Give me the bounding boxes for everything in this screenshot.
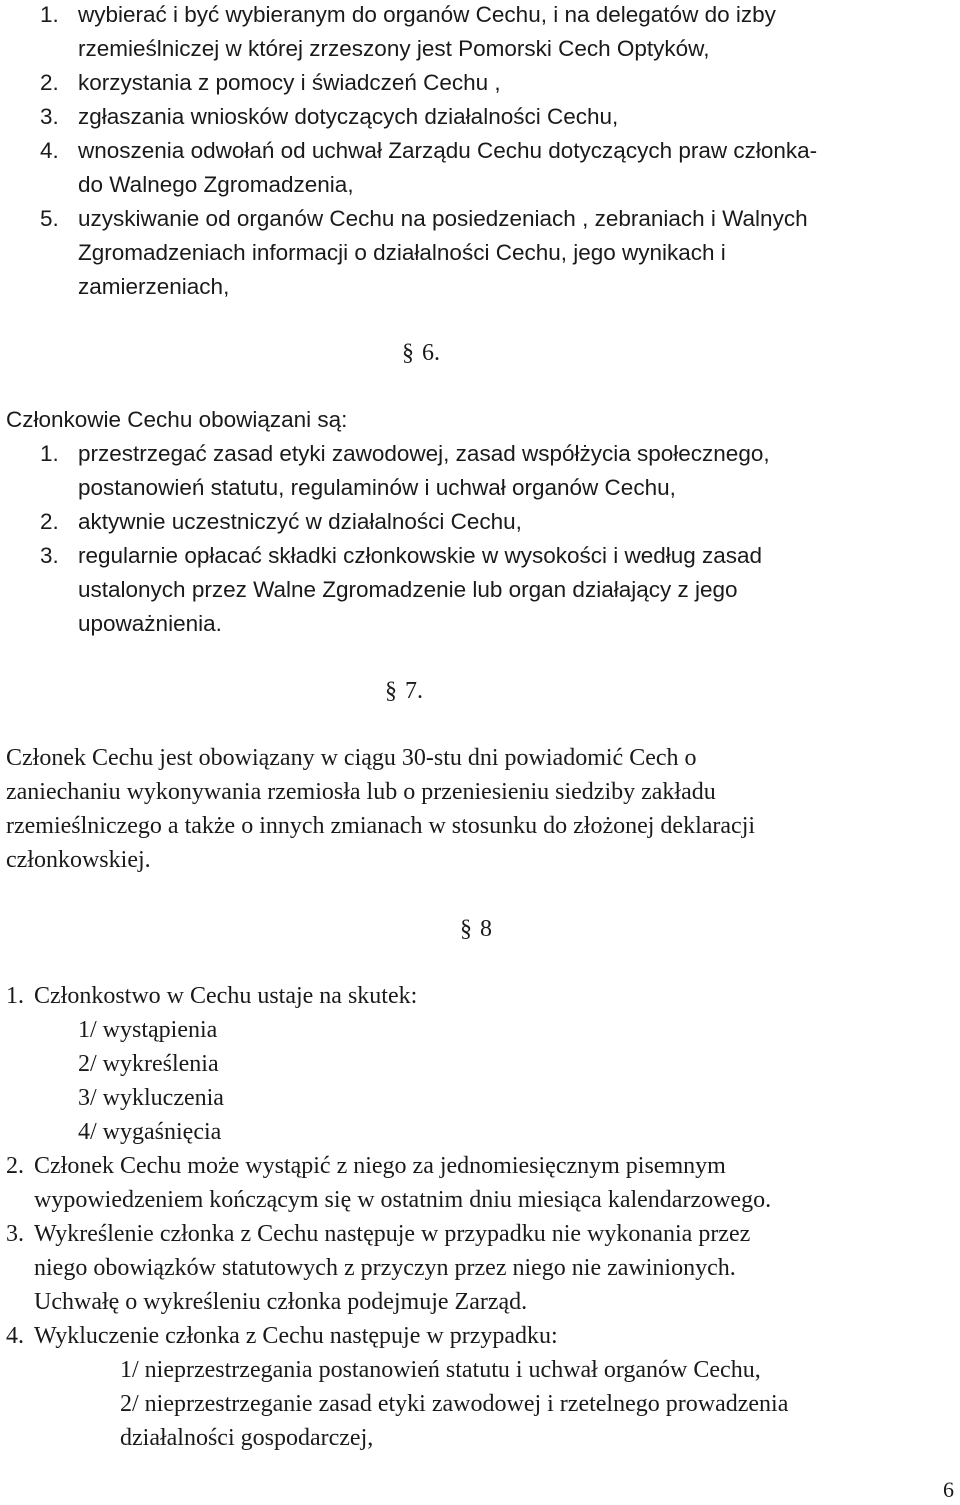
list-item-text: Członek Cechu może wystąpić z niego za jednomiesięcznym pisemnym <box>34 1153 726 1179</box>
paragraph-line: Członek Cechu jest obowiązany w ciągu 30-stu dni powiadomić Cech o <box>6 745 697 771</box>
sub-item: 1/ wystąpienia <box>78 1017 218 1043</box>
list-item-text: Wykreślenie członka z Cechu następuje w przypadku nie wykonania przez <box>34 1221 751 1247</box>
list-item-text: Wykluczenie członka z Cechu następuje w przypadku: <box>34 1323 558 1349</box>
section-symbol: § <box>402 340 414 366</box>
sub-item: działalności gospodarczej, <box>120 1425 374 1451</box>
list-item-text: przestrzegać zasad etyki zawodowej, zasad współżycia społecznego, <box>78 441 770 466</box>
list-item-number: 1. <box>40 441 59 466</box>
list-item-text: uzyskiwanie od organów Cechu na posiedzeniach , zebraniach i Walnych <box>78 206 808 231</box>
section-symbol: § <box>460 916 472 942</box>
sub-item: 3/ wykluczenia <box>78 1085 224 1111</box>
list-item-text: Uchwałę o wykreśleniu członka podejmuje Zarząd. <box>34 1289 528 1315</box>
section-heading-8 <box>460 914 492 944</box>
section-number: 8 <box>480 916 492 942</box>
list-item-number: 3. <box>40 104 59 129</box>
sub-item: 1/ nieprzestrzegania postanowień statutu i uchwał organów Cechu, <box>120 1357 761 1383</box>
section-heading-7 <box>385 676 423 706</box>
paragraph-line: członkowskiej. <box>6 847 151 873</box>
list-item-number: 3. <box>40 543 59 568</box>
list-item-text: niego obowiązków statutowych z przyczyn przez niego nie zawinionych. <box>34 1255 736 1281</box>
list-item-text: regularnie opłacać składki członkowskie w wysokości i według zasad <box>78 543 763 568</box>
list-item-text: wybierać i być wybieranym do organów Cechu, i na delegatów do izby <box>78 2 776 27</box>
section-symbol: § <box>385 678 397 704</box>
list-item-text: upoważnienia. <box>78 611 222 636</box>
list-item-text: Zgromadzeniach informacji o działalności Cechu, jego wynikach i <box>78 240 726 265</box>
sub-item: 2/ nieprzestrzeganie zasad etyki zawodowej i rzetelnego prowadzenia <box>120 1391 789 1417</box>
section-intro: Członkowie Cechu obowiązani są: <box>6 407 348 432</box>
list-item-text: do Walnego Zgromadzenia, <box>78 172 354 197</box>
list-item-text: Członkostwo w Cechu ustaje na skutek: <box>34 983 418 1009</box>
list-item-number: 4. <box>40 138 59 163</box>
list-item-text: postanowień statutu, regulaminów i uchwał organów Cechu, <box>78 475 676 500</box>
list-item-number: 5. <box>40 206 59 231</box>
list-item-text: ustalonych przez Walne Zgromadzenie lub organ działający z jego <box>78 577 738 602</box>
list-item-text: zamierzeniach, <box>78 274 230 299</box>
sub-item: 2/ wykreślenia <box>78 1051 219 1077</box>
list-item-text: wnoszenia odwołań od uchwał Zarządu Cechu dotyczących praw członka- <box>78 138 818 163</box>
list-item-text: korzystania z pomocy i świadczeń Cechu , <box>78 70 501 95</box>
list-item-number: 2. <box>6 1153 24 1179</box>
paragraph-line: zaniechaniu wykonywania rzemiosła lub o przeniesieniu siedziby zakładu <box>6 779 716 805</box>
list-item-number: 1. <box>6 983 24 1009</box>
sub-item: 4/ wygaśnięcia <box>78 1119 222 1145</box>
list-item-text: rzemieślniczej w której zrzeszony jest Pomorski Cech Optyków, <box>78 36 710 61</box>
list-item-number: 1. <box>40 2 59 27</box>
list-item-number: 2. <box>40 509 59 534</box>
section-number: 6. <box>422 340 440 366</box>
list-item-number: 4. <box>6 1323 24 1349</box>
section-number: 7. <box>405 678 423 704</box>
list-item-text: wypowiedzeniem kończącym się w ostatnim dniu miesiąca kalendarzowego. <box>34 1187 772 1213</box>
list-item-text: zgłaszania wniosków dotyczących działalności Cechu, <box>78 104 619 129</box>
list-item-number: 3. <box>6 1221 24 1247</box>
paragraph-line: rzemieślniczego a także o innych zmianach w stosunku do złożonej deklaracji <box>6 813 756 839</box>
list-item-number: 2. <box>40 70 59 95</box>
page-number: 6 <box>943 1477 954 1502</box>
section-heading-6 <box>402 338 440 368</box>
list-item-text: aktywnie uczestniczyć w działalności Cechu, <box>78 509 522 534</box>
